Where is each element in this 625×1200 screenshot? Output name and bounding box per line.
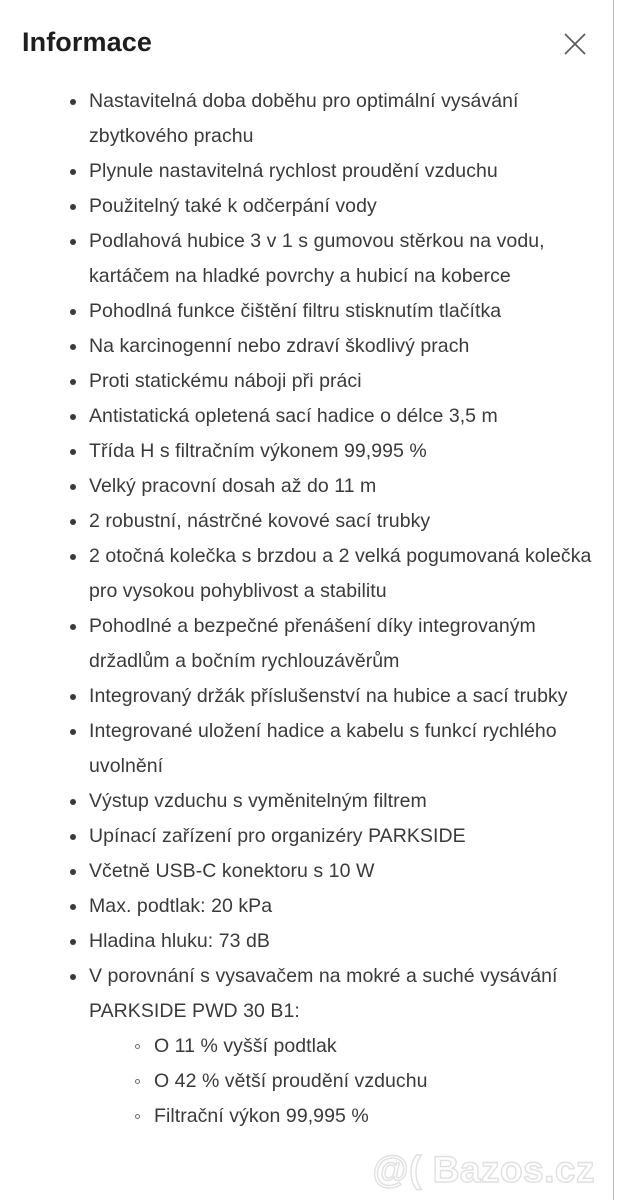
- bullet-icon: [70, 974, 76, 980]
- bullet-icon: [70, 169, 76, 175]
- list-item-label: 2 robustní, nástrčné kovové sací trubky: [89, 510, 431, 532]
- hollow-bullet-icon: [135, 1044, 140, 1049]
- hollow-bullet-icon: [135, 1079, 140, 1084]
- list-item-label: Hladina hluku: 73 dB: [89, 930, 270, 952]
- bullet-icon: [70, 554, 76, 560]
- bullet-icon: [70, 904, 76, 910]
- list-item-label: 2 otočná kolečka s brzdou a 2 velká pogumovaná kolečka pro vysokou pohyblivost a stabilitu: [89, 545, 592, 602]
- hollow-bullet-icon: [135, 1114, 140, 1119]
- close-button[interactable]: [555, 24, 595, 64]
- list-item: [70, 959, 595, 1134]
- panel-header: [0, 0, 613, 70]
- list-item-label: Plynule nastavitelná rychlost proudění vzduchu: [89, 160, 498, 182]
- list-item-label: Pohodlné a bezpečné přenášení díky integrovaným držadlům a bočním rychlouzávěrům: [89, 615, 536, 672]
- bullet-icon: [70, 239, 76, 245]
- sublist-item: [135, 1029, 595, 1064]
- comparison-sublist: [89, 1029, 595, 1134]
- bullet-icon: [70, 379, 76, 385]
- list-item: [70, 504, 595, 539]
- sublist-item: [135, 1099, 595, 1134]
- list-item: [70, 434, 595, 469]
- bullet-icon: [70, 939, 76, 945]
- bullet-icon: [70, 869, 76, 875]
- list-item: [70, 189, 595, 224]
- list-item: [70, 924, 595, 959]
- list-item: [70, 889, 595, 924]
- list-item-label: Použitelný také k odčerpání vody: [89, 195, 377, 217]
- list-item: [70, 819, 595, 854]
- bullet-icon: [70, 344, 76, 350]
- list-item-label: Velký pracovní dosah až do 11 m: [89, 475, 377, 497]
- list-item-label: Na karcinogenní nebo zdraví škodlivý prach: [89, 335, 470, 357]
- bullet-icon: [70, 449, 76, 455]
- list-item: [70, 539, 595, 609]
- bullet-icon: [70, 414, 76, 420]
- watermark: @( Bazos.cz: [372, 1149, 595, 1190]
- sublist-item-label: O 42 % větší proudění vzduchu: [154, 1070, 428, 1092]
- list-item-label: Integrovaný držák příslušenství na hubice a sací trubky: [89, 685, 568, 707]
- bullet-icon: [70, 99, 76, 105]
- information-list: [0, 70, 613, 1134]
- list-item-label: Třída H s filtračním výkonem 99,995 %: [89, 440, 427, 462]
- list-item: [70, 609, 595, 679]
- list-item-label: Podlahová hubice 3 v 1 s gumovou stěrkou na vodu, kartáčem na hladké povrchy a hubicí na koberce: [89, 230, 545, 287]
- list-item: [70, 679, 595, 714]
- bullet-icon: [70, 624, 76, 630]
- list-item: [70, 294, 595, 329]
- sublist-item-label: O 11 % vyšší podtlak: [154, 1035, 337, 1057]
- list-item-label: Včetně USB-C konektoru s 10 W: [89, 860, 375, 882]
- list-item-label: Nastavitelná doba doběhu pro optimální vysávání zbytkového prachu: [89, 90, 519, 147]
- sublist-item-label: Filtrační výkon 99,995 %: [154, 1105, 369, 1127]
- list-item-label: V porovnání s vysavačem na mokré a suché vysávání PARKSIDE PWD 30 B1:: [89, 965, 558, 1022]
- page-title: Informace: [22, 27, 152, 57]
- bullet-icon: [70, 799, 76, 805]
- list-item: [70, 364, 595, 399]
- list-item: [70, 784, 595, 819]
- list-item: [70, 469, 595, 504]
- list-item-label: Max. podtlak: 20 kPa: [89, 895, 273, 917]
- bullet-icon: [70, 309, 76, 315]
- list-item: [70, 154, 595, 189]
- list-item: [70, 84, 595, 154]
- list-item: [70, 224, 595, 294]
- list-item: [70, 399, 595, 434]
- bullet-icon: [70, 834, 76, 840]
- bullet-icon: [70, 484, 76, 490]
- sublist-item: [135, 1064, 595, 1099]
- close-icon: [561, 30, 589, 58]
- list-item: [70, 329, 595, 364]
- list-item-label: Integrované uložení hadice a kabelu s funkcí rychlého uvolnění: [89, 720, 557, 777]
- list-item: [70, 714, 595, 784]
- list-item-label: Výstup vzduchu s vyměnitelným filtrem: [89, 790, 427, 812]
- bullet-icon: [70, 694, 76, 700]
- bullet-icon: [70, 729, 76, 735]
- list-item-label: Antistatická opletená sací hadice o délce 3,5 m: [89, 405, 498, 427]
- list-item-label: Pohodlná funkce čištění filtru stisknutím tlačítka: [89, 300, 502, 322]
- list-item: [70, 854, 595, 889]
- bullet-icon: [70, 204, 76, 210]
- list-item-label: Upínací zařízení pro organizéry PARKSIDE: [89, 825, 466, 847]
- bullet-icon: [70, 519, 76, 525]
- list-item-label: Proti statickému náboji při práci: [89, 370, 362, 392]
